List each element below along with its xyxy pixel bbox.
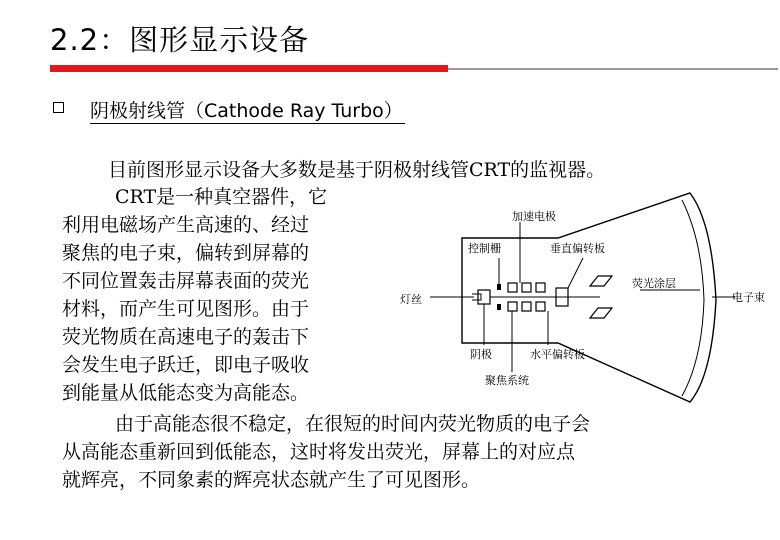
section-heading: 阴极射线管（Cathode Ray Turbo） xyxy=(90,96,403,123)
body-line-5: 不同位置轰击屏幕表面的荧光 xyxy=(62,270,310,292)
leader-vertical xyxy=(568,258,583,288)
body-line-9: 到能量从低能态变为高能态。 xyxy=(62,382,310,404)
label-accelerating-electrode: 加速电极 xyxy=(512,210,556,223)
label-horizontal-deflection: 水平偏转板 xyxy=(530,348,585,361)
body-line-11: 从高能态重新回到低能态，这时将发出荧光，屏幕上的对应点 xyxy=(62,441,576,463)
label-focusing-system: 聚焦系统 xyxy=(485,374,529,387)
body-line-2: CRT是一种真空器件，它 xyxy=(115,186,328,208)
body-line-7: 荧光物质在高速电子的轰击下 xyxy=(62,326,310,348)
control-grid-bottom xyxy=(497,304,501,310)
vertical-deflection-plate-top xyxy=(590,276,612,286)
control-grid-top xyxy=(497,284,501,290)
label-phosphor-layer: 荧光涂层 xyxy=(632,277,676,290)
slide-title: 2.2：图形显示设备 xyxy=(50,23,310,57)
vertical-deflection-plate-bottom xyxy=(590,308,612,318)
body-line-4: 聚焦的电子束，偏转到屏幕的 xyxy=(62,242,310,264)
body-line-6: 材料，而产生可见图形。由于 xyxy=(62,298,310,320)
electrode-2b xyxy=(522,302,531,311)
electrode-2 xyxy=(522,283,531,292)
label-control-grid: 控制栅 xyxy=(468,242,501,255)
cathode-box xyxy=(478,290,490,304)
body-line-3: 利用电磁场产生高速的、经过 xyxy=(62,214,310,236)
electrode-1 xyxy=(508,283,517,292)
electrode-1b xyxy=(508,302,517,311)
label-filament: 灯丝 xyxy=(400,293,422,306)
label-vertical-deflection: 垂直偏转板 xyxy=(550,242,605,255)
electrode-3b xyxy=(536,302,545,311)
label-electron-beam: 电子束 xyxy=(732,291,765,304)
crt-screen-edge xyxy=(682,200,704,396)
electrode-3 xyxy=(536,283,545,292)
body-line-8: 会发生电子跃迁，即电子吸收 xyxy=(62,354,310,376)
label-cathode: 阴极 xyxy=(470,348,492,361)
body-line-1: 目前图形显示设备大多数是基于阴极射线管CRT的监视器。 xyxy=(108,159,606,181)
body-line-12: 就辉亮，不同象素的辉亮状态就产生了可见图形。 xyxy=(62,469,481,491)
body-line-10: 由于高能态很不稳定，在很短的时间内荧光物质的电子会 xyxy=(115,413,591,435)
